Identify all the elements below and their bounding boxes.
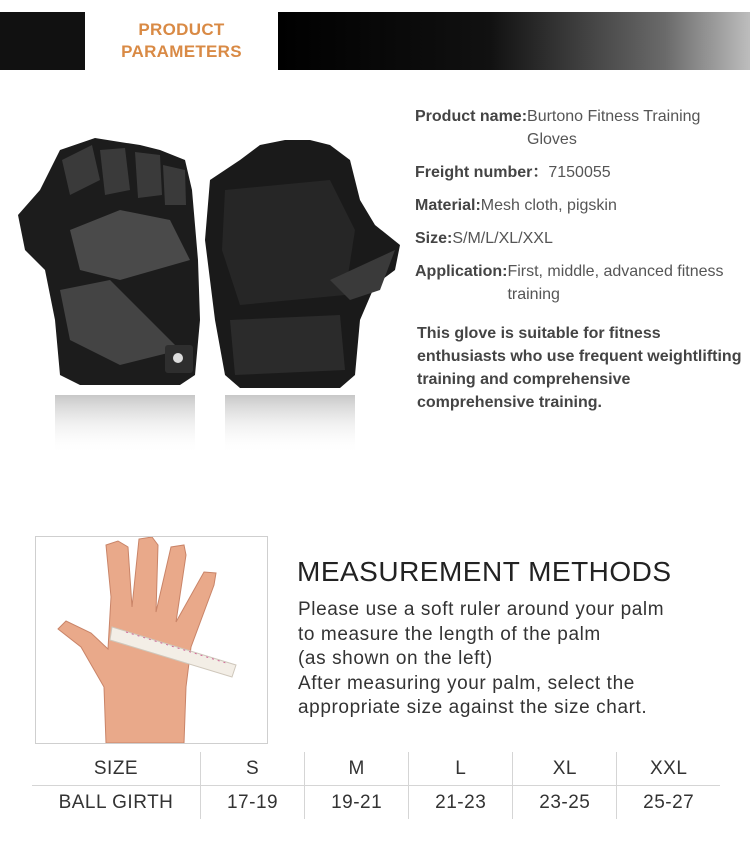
- spec-label: Material:: [415, 197, 481, 214]
- table-cell: 17-19: [201, 786, 305, 820]
- spec-value: Burtono Fitness Training Gloves: [527, 108, 701, 148]
- spec-label: Size:: [415, 230, 453, 247]
- table-cell: 21-23: [409, 786, 513, 820]
- table-cell: XXL: [617, 752, 720, 786]
- spec-label: Application:: [415, 263, 508, 280]
- instruction-line: appropriate size against the size chart.: [298, 697, 648, 718]
- gloves-product-image: [0, 120, 410, 460]
- instruction-line: Please use a soft ruler around your palm: [298, 599, 665, 620]
- measurement-instructions: [298, 598, 664, 721]
- instruction-line: (as shown on the left): [298, 648, 493, 669]
- table-cell: 25-27: [617, 786, 720, 820]
- section-title-line1: PRODUCT: [138, 20, 225, 39]
- spec-product-name: [415, 105, 745, 151]
- spec-label: Product name:: [415, 108, 528, 125]
- spec-value: S/M/L/XL/XXL: [452, 230, 553, 247]
- table-cell: L: [409, 752, 513, 786]
- table-cell: 23-25: [513, 786, 617, 820]
- table-cell: XL: [513, 752, 617, 786]
- spec-label: Freight number：: [415, 164, 549, 181]
- product-specs: [415, 105, 745, 316]
- spec-material: [415, 194, 745, 217]
- banner-left-bar: [0, 12, 85, 70]
- product-description: This glove is suitable for fitness enthusiasts who use frequent weightlifting training and comprehensive comprehensive training.: [417, 325, 742, 411]
- section-title-product-parameters: [85, 12, 278, 70]
- table-cell: 19-21: [305, 786, 409, 820]
- spec-size: [415, 227, 745, 250]
- glove-palm-view: [205, 140, 400, 388]
- spec-value: First, middle, advanced fitness training: [507, 263, 724, 303]
- instruction-line: After measuring your palm, select the: [298, 672, 635, 694]
- glove-back-view: [18, 138, 200, 385]
- table-cell: S: [201, 752, 305, 786]
- spec-value: 7150055: [548, 164, 611, 181]
- ball-girth-row: [32, 786, 720, 820]
- size-header-row: [32, 752, 720, 786]
- spec-freight-number: [415, 161, 745, 184]
- size-chart-table: [32, 752, 720, 819]
- section-title-line2: PARAMETERS: [121, 42, 242, 61]
- spec-value: Mesh cloth, pigskin: [480, 197, 617, 214]
- table-cell: SIZE: [32, 752, 201, 786]
- banner-gradient-bar: [278, 12, 750, 70]
- hand-measurement-image: [35, 536, 268, 744]
- table-cell: M: [305, 752, 409, 786]
- measurement-title: MEASUREMENT METHODS: [297, 556, 672, 587]
- table-cell: BALL GIRTH: [58, 791, 174, 813]
- spec-application: [415, 260, 745, 306]
- instruction-line: to measure the length of the palm: [298, 623, 601, 645]
